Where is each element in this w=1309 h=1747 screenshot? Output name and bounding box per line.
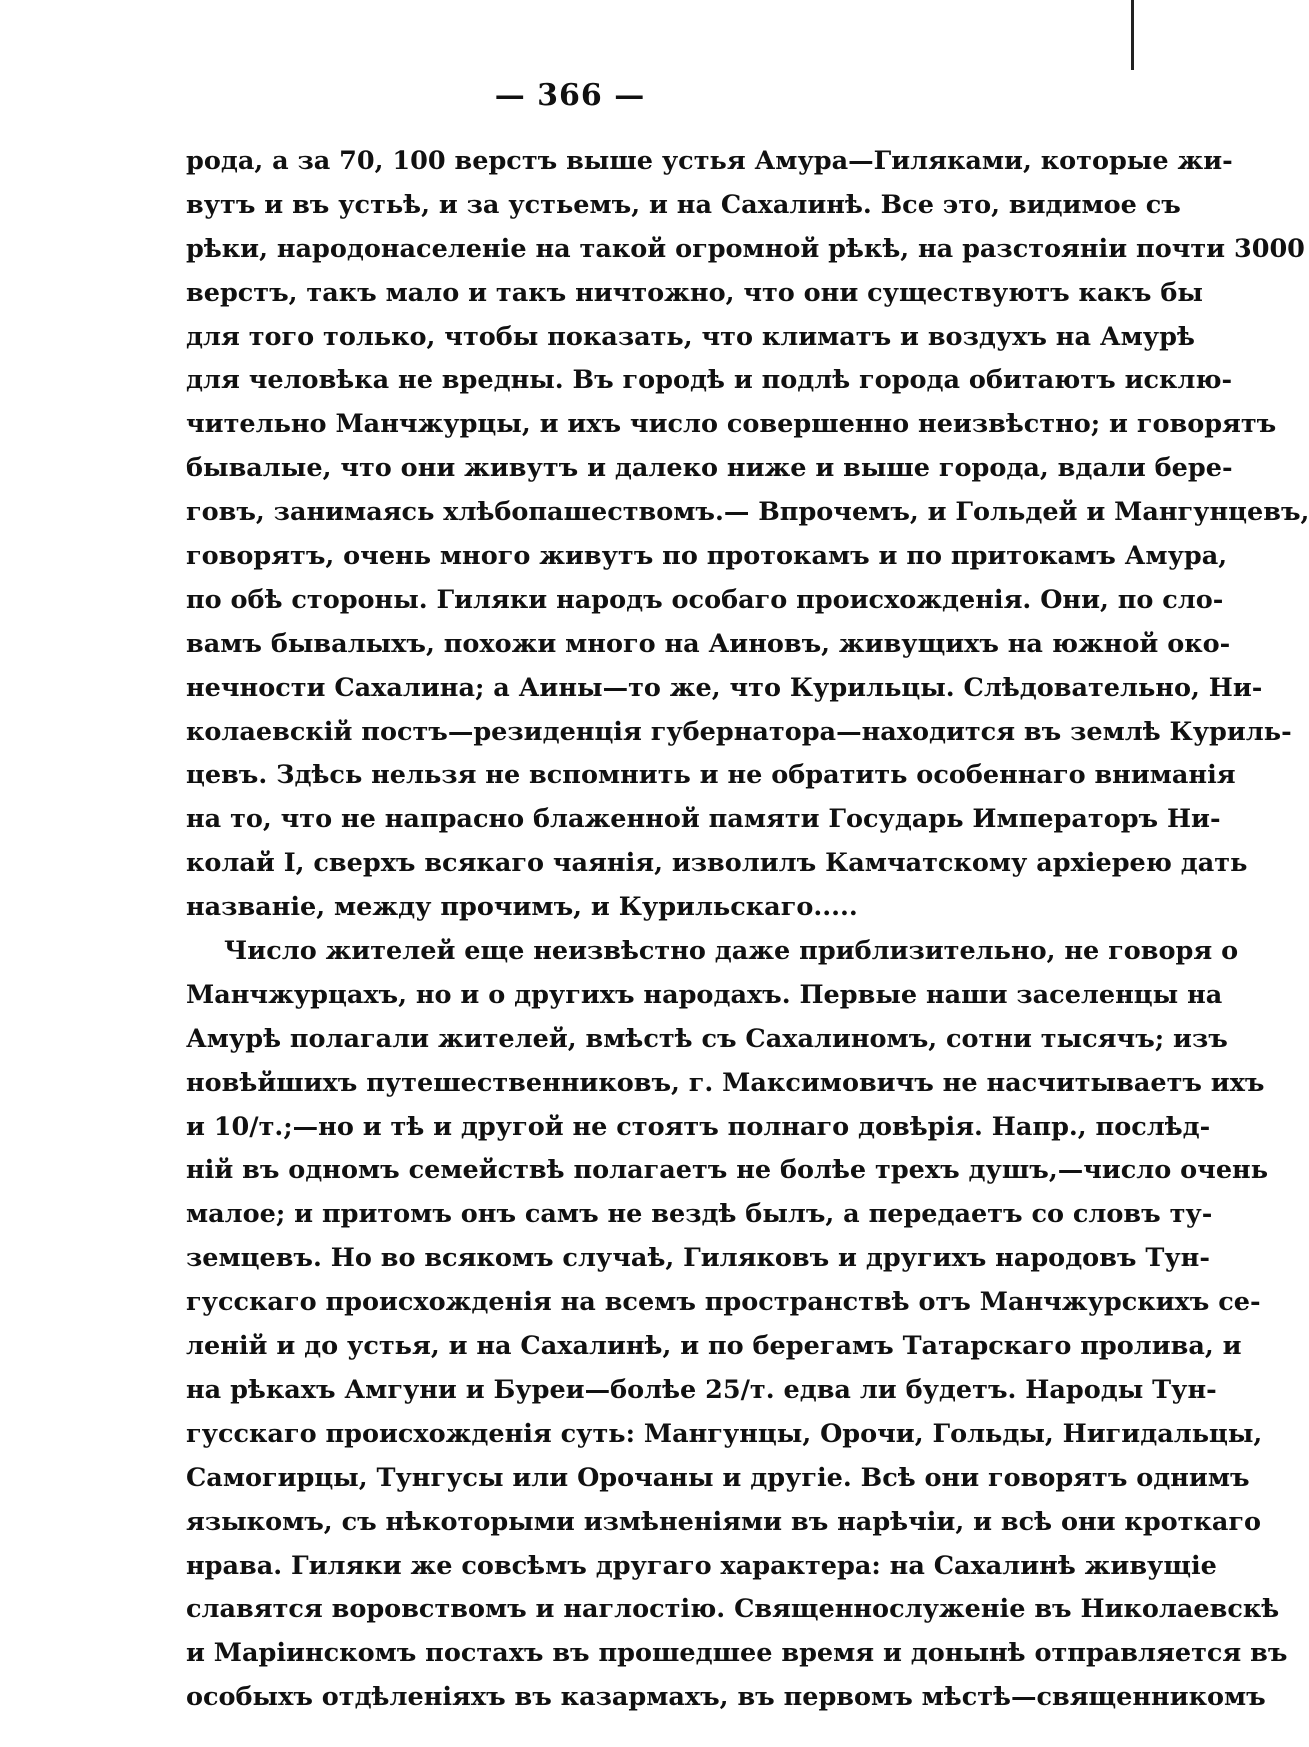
text-line: гусскаго происхожденія на всемъ пространствѣ отъ Манчжурскихъ се- bbox=[186, 1287, 1261, 1318]
text-line: и 10/т.;—но и тѣ и другой не стоятъ полнаго довѣрія. Напр., послѣд- bbox=[186, 1111, 1211, 1142]
text-line: рѣки, народонаселеніе на такой огромной рѣкѣ, на разстояніи почти 3000 bbox=[186, 233, 1305, 264]
text-line: и Маріинскомъ постахъ въ прошедшее время и донынѣ отправляется въ bbox=[186, 1638, 1288, 1669]
text-line: новѣйшихъ путешественниковъ, г. Максимовичъ не насчитываетъ ихъ bbox=[186, 1067, 1265, 1098]
text-line: бывалые, что они живутъ и далеко ниже и выше города, вдали бере- bbox=[186, 453, 1233, 484]
paragraph-1 bbox=[186, 140, 1309, 930]
text-line: колаевскій постъ—резиденція губернатора—находится въ землѣ Куриль- bbox=[186, 716, 1292, 747]
text-line: Самогирцы, Тунгусы или Орочаны и другіе. Всѣ они говорятъ однимъ bbox=[186, 1462, 1250, 1493]
text-line: славятся воровствомъ и наглостію. Священнослуженіе въ Николаевскѣ bbox=[186, 1594, 1280, 1625]
text-line: Амурѣ полагали жителей, вмѣстѣ съ Сахалиномъ, сотни тысячъ; изъ bbox=[186, 1023, 1228, 1054]
text-line: особыхъ отдѣленіяхъ въ казармахъ, въ первомъ мѣстѣ—священникомъ bbox=[186, 1682, 1266, 1713]
text-line: языкомъ, съ нѣкоторыми измѣненіями въ нарѣчіи, и всѣ они кроткаго bbox=[186, 1506, 1262, 1537]
text-line: малое; и притомъ онъ самъ не вездѣ былъ, а передаетъ со словъ ту- bbox=[186, 1199, 1213, 1230]
body-text bbox=[186, 140, 1309, 1720]
text-line: на то, что не напрасно блаженной памяти Государь Императоръ Ни- bbox=[186, 804, 1221, 835]
text-line: на рѣкахъ Амгуни и Буреи—болѣе 25/т. едва ли будетъ. Народы Тун- bbox=[186, 1374, 1217, 1405]
text-line: колай I, сверхъ всякаго чаянія, изволилъ Камчатскому архіерею дать bbox=[186, 848, 1248, 879]
text-line: по обѣ стороны. Гиляки народъ особаго происхожденія. Они, по сло- bbox=[186, 584, 1224, 615]
text-line: названіе, между прочимъ, и Курильскаго..... bbox=[186, 892, 858, 923]
text-line: гусскаго происхожденія суть: Мангунцы, Орочи, Гольды, Нигидальцы, bbox=[186, 1418, 1263, 1449]
text-line: Число жителей еще неизвѣстно даже приблизительно, не говоря о bbox=[224, 936, 1239, 967]
text-line: земцевъ. Но во всякомъ случаѣ, Гиляковъ и другихъ народовъ Тун- bbox=[186, 1243, 1210, 1274]
text-line: цевъ. Здѣсь нельзя не вспомнить и не обратить особеннаго вниманія bbox=[186, 760, 1236, 791]
text-line: для человѣка не вредны. Въ городѣ и подлѣ города обитаютъ исклю- bbox=[186, 365, 1233, 396]
text-line: вутъ и въ устьѣ, и за устьемъ, и на Сахалинѣ. Все это, видимое съ bbox=[186, 189, 1181, 220]
text-line: вамъ бывалыхъ, похожи много на Аиновъ, живущихъ на южной око- bbox=[186, 628, 1231, 659]
text-line: Манчжурцахъ, но и о другихъ народахъ. Первые наши заселенцы на bbox=[186, 979, 1223, 1010]
text-line: говъ, занимаясь хлѣбопашествомъ.— Впрочемъ, и Гольдей и Мангунцевъ, bbox=[186, 497, 1309, 528]
text-line: ній въ одномъ семействѣ полагаетъ не болѣе трехъ душъ,—число очень bbox=[186, 1155, 1269, 1186]
paragraph-2 bbox=[186, 930, 1288, 1720]
page-edge-rule bbox=[1131, 0, 1134, 70]
page-number: — 366 — bbox=[494, 78, 646, 113]
text-line: для того только, чтобы показать, что климатъ и воздухъ на Амурѣ bbox=[186, 321, 1195, 352]
text-line: рода, а за 70, 100 верстъ выше устья Амура—Гиляками, которые жи- bbox=[186, 146, 1233, 176]
text-line: говорятъ, очень много живутъ по протокамъ и по притокамъ Амура, bbox=[186, 541, 1228, 572]
text-line: верстъ, такъ мало и такъ ничтожно, что они существуютъ какъ бы bbox=[186, 277, 1203, 308]
text-line: нрава. Гиляки же совсѣмъ другаго характера: на Сахалинѣ живущіе bbox=[186, 1550, 1217, 1581]
text-line: чительно Манчжурцы, и ихъ число совершенно неизвѣстно; и говорятъ bbox=[186, 409, 1277, 440]
text-line: нечности Сахалина; а Аины—то же, что Курильцы. Слѣдовательно, Ни- bbox=[186, 672, 1263, 703]
text-line: леній и до устья, и на Сахалинѣ, и по берегамъ Татарскаго пролива, и bbox=[186, 1331, 1242, 1362]
